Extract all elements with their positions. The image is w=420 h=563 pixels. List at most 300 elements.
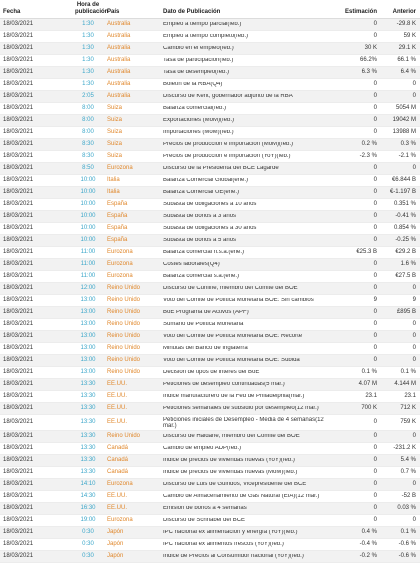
row-date: 18/03/2021 bbox=[3, 285, 34, 291]
row-estimate: 0 bbox=[373, 129, 377, 135]
row-country: Canadá bbox=[107, 445, 129, 451]
row-time: 13:00 bbox=[80, 357, 96, 363]
row-date: 18/03/2021 bbox=[3, 45, 34, 51]
row-country: EE.UU. bbox=[107, 381, 128, 387]
row-estimate: 0 bbox=[373, 237, 377, 243]
table-row[interactable] bbox=[0, 103, 420, 115]
table-row[interactable] bbox=[0, 235, 420, 247]
row-date: 18/03/2021 bbox=[3, 541, 34, 547]
table-row[interactable] bbox=[0, 355, 420, 367]
table-row[interactable] bbox=[0, 211, 420, 223]
table-row[interactable] bbox=[0, 307, 420, 319]
row-event: Precios de producción e importación (YoY)(feb.) bbox=[163, 154, 291, 159]
row-estimate: 4.07 M bbox=[358, 381, 377, 387]
row-date: 18/03/2021 bbox=[3, 33, 34, 39]
row-event: Tasa de desempleo(feb.) bbox=[163, 70, 230, 75]
row-estimate: 0 bbox=[373, 177, 377, 183]
row-country: Reino Unido bbox=[107, 321, 141, 327]
row-event: Balanza comercial s.a.(ene.) bbox=[163, 274, 240, 279]
row-event: Subasta de obligaciones a 30 años bbox=[163, 226, 257, 231]
row-estimate: 0 bbox=[373, 213, 377, 219]
row-date: 18/03/2021 bbox=[3, 381, 34, 387]
table-row[interactable] bbox=[0, 271, 420, 283]
row-event: Precios de producción e importación (MoM)(feb.) bbox=[163, 142, 294, 147]
row-time: 10:00 bbox=[80, 189, 96, 195]
row-country: España bbox=[107, 237, 128, 243]
row-time: 13:00 bbox=[80, 321, 96, 327]
table-row[interactable] bbox=[0, 455, 420, 467]
row-time: 13:30 bbox=[80, 445, 96, 451]
header-previous[interactable]: Anterior bbox=[392, 9, 416, 15]
table-row[interactable] bbox=[0, 479, 420, 491]
row-date: 18/03/2021 bbox=[3, 517, 34, 523]
row-previous: -29.8 K bbox=[396, 21, 416, 27]
row-country: Eurozona bbox=[107, 273, 133, 279]
row-time: 16:30 bbox=[80, 505, 96, 511]
row-date: 18/03/2021 bbox=[3, 57, 34, 63]
row-event: Balanza Comercial Global(ene.) bbox=[163, 178, 249, 183]
row-date: 18/03/2021 bbox=[3, 261, 34, 267]
row-previous: 712 K bbox=[400, 405, 416, 411]
row-country: Australia bbox=[107, 45, 131, 51]
row-time: 8:50 bbox=[82, 165, 94, 171]
row-event: Tasa de participación(feb.) bbox=[163, 58, 234, 63]
row-date: 18/03/2021 bbox=[3, 21, 34, 27]
row-estimate: 0 bbox=[373, 261, 377, 267]
row-previous: 0.854 % bbox=[393, 225, 416, 231]
row-time: 13:30 bbox=[80, 433, 96, 439]
calendar-body bbox=[0, 19, 420, 563]
table-row[interactable] bbox=[0, 187, 420, 199]
row-estimate: €25.3 B bbox=[356, 249, 377, 255]
row-event: Cambio de empleo ADP(feb.) bbox=[163, 446, 242, 451]
row-event: Peticiones de desempleo continuadas(5 mar.) bbox=[163, 382, 285, 387]
header-estimate[interactable]: Estimación bbox=[344, 9, 377, 15]
row-date: 18/03/2021 bbox=[3, 469, 34, 475]
row-date: 18/03/2021 bbox=[3, 105, 34, 111]
row-estimate: 0 bbox=[373, 21, 377, 27]
table-row[interactable] bbox=[0, 551, 420, 563]
row-previous: 0 bbox=[412, 433, 416, 439]
row-previous: €29.2 B bbox=[395, 249, 416, 255]
row-previous: -52 B bbox=[401, 493, 416, 499]
table-row[interactable] bbox=[0, 199, 420, 211]
row-date: 18/03/2021 bbox=[3, 529, 34, 535]
row-time: 10:00 bbox=[80, 237, 96, 243]
row-event: Peticiones iniciales de Desempleo - Media de 4 semanas(12 mar.) bbox=[163, 416, 324, 429]
calendar-header bbox=[0, 0, 420, 19]
row-event: Índice de precios de viviendas nuevas (MoM)(feb.) bbox=[163, 470, 298, 475]
row-date: 18/03/2021 bbox=[3, 333, 34, 339]
table-row[interactable] bbox=[0, 247, 420, 259]
row-event: Exportaciones (MoM)(feb.) bbox=[163, 118, 235, 123]
row-event: Empleo a tiempo parcial(feb.) bbox=[163, 22, 242, 27]
row-previous: 1.6 % bbox=[400, 261, 416, 267]
row-event: Empleo a tiempo completo(feb.) bbox=[163, 34, 249, 39]
row-country: Eurozona bbox=[107, 481, 133, 487]
table-row[interactable] bbox=[0, 467, 420, 479]
row-previous: 0.3 % bbox=[400, 141, 416, 147]
row-previous: 0.7 % bbox=[400, 469, 416, 475]
row-country: Japón bbox=[107, 553, 124, 559]
row-estimate: 0 bbox=[373, 357, 377, 363]
row-estimate: 0 bbox=[373, 105, 377, 111]
row-estimate: 23.1 bbox=[365, 393, 377, 399]
row-estimate: 0 bbox=[373, 81, 377, 87]
row-time: 12:00 bbox=[80, 285, 96, 291]
table-row[interactable] bbox=[0, 115, 420, 127]
row-country: Australia bbox=[107, 57, 131, 63]
row-time: 14:30 bbox=[80, 493, 96, 499]
row-date: 18/03/2021 bbox=[3, 273, 34, 279]
table-row[interactable] bbox=[0, 259, 420, 271]
row-event: Subasta de bonos a 5 años bbox=[163, 238, 237, 243]
row-time: 19:00 bbox=[80, 517, 96, 523]
row-date: 18/03/2021 bbox=[3, 165, 34, 171]
row-date: 18/03/2021 bbox=[3, 345, 34, 351]
row-previous: 29.1 K bbox=[398, 45, 416, 51]
row-country: Japón bbox=[107, 541, 124, 547]
table-row[interactable] bbox=[0, 367, 420, 379]
row-event: Balanza comercial n.s.a.(ene.) bbox=[163, 250, 245, 255]
row-previous: €6.844 B bbox=[391, 177, 416, 183]
row-time: 1:30 bbox=[82, 81, 94, 87]
table-row[interactable] bbox=[0, 527, 420, 539]
row-event: Balanza Comercial UE(ene.) bbox=[163, 190, 240, 195]
row-time: 0:30 bbox=[82, 553, 94, 559]
row-estimate: 0 bbox=[373, 93, 377, 99]
header-date[interactable]: Fecha bbox=[3, 9, 21, 15]
header-event[interactable]: Dato de Publicación bbox=[163, 9, 221, 15]
row-event: Discurso de Haldane, miembro del Comité del BOE bbox=[163, 434, 300, 439]
row-country: EE.UU. bbox=[107, 405, 128, 411]
row-time: 8:30 bbox=[82, 141, 94, 147]
row-event: Subasta de obligaciones a 10 años bbox=[163, 202, 257, 207]
row-country: Eurozona bbox=[107, 249, 133, 255]
row-country: Eurozona bbox=[107, 165, 133, 171]
row-previous: 0 bbox=[412, 481, 416, 487]
row-previous: 4.144 M bbox=[394, 381, 416, 387]
row-date: 18/03/2021 bbox=[3, 141, 34, 147]
table-row[interactable] bbox=[0, 379, 420, 391]
row-estimate: 0.1 % bbox=[361, 369, 377, 375]
row-time: 13:30 bbox=[80, 469, 96, 475]
row-previous: 759 K bbox=[400, 419, 416, 425]
table-row[interactable] bbox=[0, 295, 420, 307]
table-row[interactable] bbox=[0, 127, 420, 139]
table-row[interactable] bbox=[0, 31, 420, 43]
header-time[interactable]: Hora de publicación bbox=[75, 2, 109, 15]
row-date: 18/03/2021 bbox=[3, 213, 34, 219]
row-previous: -0.41 % bbox=[395, 213, 416, 219]
row-date: 18/03/2021 bbox=[3, 81, 34, 87]
row-country: Japón bbox=[107, 529, 124, 535]
row-date: 18/03/2021 bbox=[3, 493, 34, 499]
row-estimate: 6.3 % bbox=[361, 69, 377, 75]
row-previous: 0 bbox=[412, 357, 416, 363]
row-country: Eurozona bbox=[107, 261, 133, 267]
row-date: 18/03/2021 bbox=[3, 177, 34, 183]
row-time: 8:30 bbox=[82, 153, 94, 159]
row-country: EE.UU. bbox=[107, 419, 128, 425]
row-date: 18/03/2021 bbox=[3, 129, 34, 135]
table-row[interactable] bbox=[0, 515, 420, 527]
row-time: 1:30 bbox=[82, 57, 94, 63]
row-time: 13:00 bbox=[80, 297, 96, 303]
row-estimate: 0 bbox=[373, 321, 377, 327]
row-date: 18/03/2021 bbox=[3, 553, 34, 559]
row-previous: -2.1 % bbox=[398, 153, 416, 159]
row-event: Emisión de bonos a 4 semanas bbox=[163, 506, 247, 511]
row-country: Australia bbox=[107, 93, 131, 99]
row-time: 11:00 bbox=[80, 249, 96, 255]
row-time: 8:00 bbox=[82, 117, 94, 123]
row-event: Sumario de Política Monetaria bbox=[163, 322, 244, 327]
row-previous: 0 bbox=[412, 81, 416, 87]
row-estimate: 0 bbox=[373, 189, 377, 195]
row-previous: 59 K bbox=[403, 33, 416, 39]
row-date: 18/03/2021 bbox=[3, 321, 34, 327]
row-country: Canadá bbox=[107, 457, 129, 463]
row-time: 8:00 bbox=[82, 129, 94, 135]
row-date: 18/03/2021 bbox=[3, 93, 34, 99]
row-previous: 0.03 % bbox=[397, 505, 416, 511]
row-event: Balanza comercial(feb.) bbox=[163, 106, 227, 111]
row-country: Reino Unido bbox=[107, 433, 141, 439]
row-estimate: 9 bbox=[373, 297, 377, 303]
row-time: 1:30 bbox=[82, 33, 94, 39]
row-country: EE.UU. bbox=[107, 393, 128, 399]
row-estimate: 0 bbox=[373, 457, 377, 463]
row-country: Reino Unido bbox=[107, 369, 141, 375]
row-estimate: -0.2 % bbox=[359, 553, 377, 559]
table-row[interactable] bbox=[0, 91, 420, 103]
table-row[interactable] bbox=[0, 491, 420, 503]
row-country: Canadá bbox=[107, 469, 129, 475]
row-country: Reino Unido bbox=[107, 297, 141, 303]
row-country: Australia bbox=[107, 69, 131, 75]
row-date: 18/03/2021 bbox=[3, 297, 34, 303]
row-event: Cambio de Almacenamiento de Gas Natural (EIA)(12 mar.) bbox=[163, 494, 320, 499]
row-estimate: 0 bbox=[373, 333, 377, 339]
row-previous: 0.1 % bbox=[400, 529, 416, 535]
row-country: Reino Unido bbox=[107, 357, 141, 363]
row-time: 13:30 bbox=[80, 393, 96, 399]
table-row[interactable] bbox=[0, 283, 420, 295]
row-date: 18/03/2021 bbox=[3, 117, 34, 123]
row-previous: 23.1 bbox=[404, 393, 416, 399]
row-time: 13:00 bbox=[80, 309, 96, 315]
row-previous: 0 bbox=[412, 345, 416, 351]
row-country: Reino Unido bbox=[107, 345, 141, 351]
row-country: Australia bbox=[107, 21, 131, 27]
table-row[interactable] bbox=[0, 431, 420, 443]
row-estimate: 700 K bbox=[361, 405, 377, 411]
row-date: 18/03/2021 bbox=[3, 69, 34, 75]
row-previous: 66.1 % bbox=[397, 57, 416, 63]
row-event: Índice de Precios al Consumidor nacional (YoY)(feb.) bbox=[163, 554, 304, 559]
row-date: 18/03/2021 bbox=[3, 433, 34, 439]
row-country: España bbox=[107, 213, 128, 219]
row-event: Peticiones semanales de subsidio por desempleo(12 mar.) bbox=[163, 406, 319, 411]
row-estimate: 0 bbox=[373, 419, 377, 425]
row-previous: 0 bbox=[412, 93, 416, 99]
table-row[interactable] bbox=[0, 43, 420, 55]
row-time: 10:00 bbox=[80, 177, 96, 183]
row-estimate: 0 bbox=[373, 117, 377, 123]
row-country: Eurozona bbox=[107, 517, 133, 523]
table-row[interactable] bbox=[0, 415, 420, 431]
row-previous: 13988 M bbox=[392, 129, 416, 135]
row-date: 18/03/2021 bbox=[3, 445, 34, 451]
row-time: 2:05 bbox=[82, 93, 94, 99]
table-row[interactable] bbox=[0, 163, 420, 175]
row-country: Italia bbox=[107, 177, 120, 183]
row-previous: -231.2 K bbox=[393, 445, 416, 451]
row-event: Subasta de bonos a 3 años bbox=[163, 214, 237, 219]
row-date: 18/03/2021 bbox=[3, 457, 34, 463]
row-time: 11:00 bbox=[80, 273, 96, 279]
row-event: Discurso de Luis de Guindos, Vicepresidente del BCE bbox=[163, 482, 307, 487]
row-estimate: 0 bbox=[373, 225, 377, 231]
row-estimate: 0 bbox=[373, 481, 377, 487]
row-time: 8:00 bbox=[82, 105, 94, 111]
table-row[interactable] bbox=[0, 391, 420, 403]
row-event: Cambio en el empleo(feb.) bbox=[163, 46, 234, 51]
table-row[interactable] bbox=[0, 19, 420, 31]
row-country: Suiza bbox=[107, 153, 123, 159]
row-country: Suiza bbox=[107, 141, 123, 147]
table-row[interactable] bbox=[0, 403, 420, 415]
row-date: 18/03/2021 bbox=[3, 393, 34, 399]
row-previous: -0.6 % bbox=[398, 541, 416, 547]
row-previous: 0 bbox=[412, 321, 416, 327]
row-time: 13:00 bbox=[80, 333, 96, 339]
row-date: 18/03/2021 bbox=[3, 419, 34, 425]
table-row[interactable] bbox=[0, 79, 420, 91]
row-estimate: 0 bbox=[373, 469, 377, 475]
row-time: 10:00 bbox=[80, 201, 96, 207]
table-row[interactable] bbox=[0, 331, 420, 343]
row-event: Discurso de Kent, gobernador adjunto de la RBA bbox=[163, 94, 293, 99]
row-date: 18/03/2021 bbox=[3, 357, 34, 363]
table-row[interactable] bbox=[0, 443, 420, 455]
row-date: 18/03/2021 bbox=[3, 249, 34, 255]
table-row[interactable] bbox=[0, 67, 420, 79]
row-previous: 6.4 % bbox=[400, 69, 416, 75]
row-previous: 5054 M bbox=[395, 105, 416, 111]
row-estimate: 0 bbox=[373, 201, 377, 207]
row-estimate: 0.4 % bbox=[361, 529, 377, 535]
row-country: España bbox=[107, 225, 128, 231]
table-row[interactable] bbox=[0, 343, 420, 355]
row-estimate: 66.2% bbox=[359, 57, 377, 63]
row-event: BoE Programa de Activos (APF) bbox=[163, 310, 249, 315]
row-estimate: 0 bbox=[373, 445, 377, 451]
row-country: Reino Unido bbox=[107, 309, 141, 315]
row-country: Suiza bbox=[107, 105, 123, 111]
row-time: 1:30 bbox=[82, 69, 94, 75]
header-country[interactable]: País bbox=[107, 9, 120, 15]
row-event: Discurso de Cunliffe, miembro del Comité del BOE bbox=[163, 286, 298, 291]
row-previous: 19042 M bbox=[392, 117, 416, 123]
row-estimate: 0 bbox=[373, 433, 377, 439]
row-previous: -0.25 % bbox=[395, 237, 416, 243]
table-row[interactable] bbox=[0, 175, 420, 187]
row-estimate: 0 bbox=[373, 505, 377, 511]
table-row[interactable] bbox=[0, 503, 420, 515]
row-country: Australia bbox=[107, 33, 131, 39]
row-country: EE.UU. bbox=[107, 493, 128, 499]
row-previous: 0 bbox=[412, 333, 416, 339]
row-previous: 0 bbox=[412, 165, 416, 171]
row-date: 18/03/2021 bbox=[3, 369, 34, 375]
row-estimate: 0.2 % bbox=[361, 141, 377, 147]
row-estimate: -0.4 % bbox=[359, 541, 377, 547]
row-date: 18/03/2021 bbox=[3, 201, 34, 207]
row-estimate: 30 K bbox=[364, 45, 377, 51]
row-time: 1:30 bbox=[82, 45, 94, 51]
table-row[interactable] bbox=[0, 151, 420, 163]
row-time: 0:30 bbox=[82, 529, 94, 535]
row-event: Índice de precios de viviendas nuevas (YoY)(feb.) bbox=[163, 458, 295, 463]
row-country: Reino Unido bbox=[107, 333, 141, 339]
row-event: Importaciones (MoM)(feb.) bbox=[163, 130, 234, 135]
row-date: 18/03/2021 bbox=[3, 481, 34, 487]
row-date: 18/03/2021 bbox=[3, 309, 34, 315]
row-date: 18/03/2021 bbox=[3, 505, 34, 511]
row-time: 13:00 bbox=[80, 369, 96, 375]
row-estimate: 0 bbox=[373, 345, 377, 351]
row-event: Voto del Comité de Política Monetaria BOE: Sin cambios bbox=[163, 298, 314, 303]
row-event: IPC nacional ex alimentación y energía (YoY)(feb.) bbox=[163, 530, 298, 535]
row-time: 11:00 bbox=[80, 261, 96, 267]
row-country: España bbox=[107, 201, 128, 207]
row-country: EE.UU. bbox=[107, 505, 128, 511]
row-event: Índice manufacturero de la Fed de Philadelphia(mar.) bbox=[163, 394, 305, 399]
row-previous: 9 bbox=[412, 297, 416, 303]
row-event: Voto del Comité de Política Monetaria BOE: Recorte bbox=[163, 334, 303, 339]
table-row[interactable] bbox=[0, 55, 420, 67]
row-previous: 0 bbox=[412, 517, 416, 523]
row-event: Discurso de la Presidenta del BCE Lagarde bbox=[163, 166, 279, 171]
row-event: Costes laborales(Q4) bbox=[163, 262, 220, 267]
row-event: Boletín de la RBA(Q4) bbox=[163, 82, 223, 87]
row-event: IPC nacional ex alimentos frescos (YoY)(feb.) bbox=[163, 542, 284, 547]
table-row[interactable] bbox=[0, 539, 420, 551]
row-estimate: 0 bbox=[373, 165, 377, 171]
row-estimate: 0 bbox=[373, 493, 377, 499]
row-estimate: 0 bbox=[373, 517, 377, 523]
row-estimate: 0 bbox=[373, 33, 377, 39]
table-row[interactable] bbox=[0, 223, 420, 235]
row-date: 18/03/2021 bbox=[3, 405, 34, 411]
row-country: Australia bbox=[107, 81, 131, 87]
row-country: Suiza bbox=[107, 129, 123, 135]
row-previous: 0.351 % bbox=[393, 201, 416, 207]
row-event: Voto del Comité de Política Monetaria BOE: Subida bbox=[163, 358, 300, 363]
row-date: 18/03/2021 bbox=[3, 237, 34, 243]
row-country: Italia bbox=[107, 189, 120, 195]
row-event: Discurso de Schnabel del BCE bbox=[163, 518, 246, 523]
table-row[interactable] bbox=[0, 139, 420, 151]
row-date: 18/03/2021 bbox=[3, 225, 34, 231]
row-time: 13:30 bbox=[80, 457, 96, 463]
table-row[interactable] bbox=[0, 319, 420, 331]
row-time: 13:30 bbox=[80, 419, 96, 425]
row-previous: €-1.197 B bbox=[389, 189, 416, 195]
row-country: Suiza bbox=[107, 117, 123, 123]
